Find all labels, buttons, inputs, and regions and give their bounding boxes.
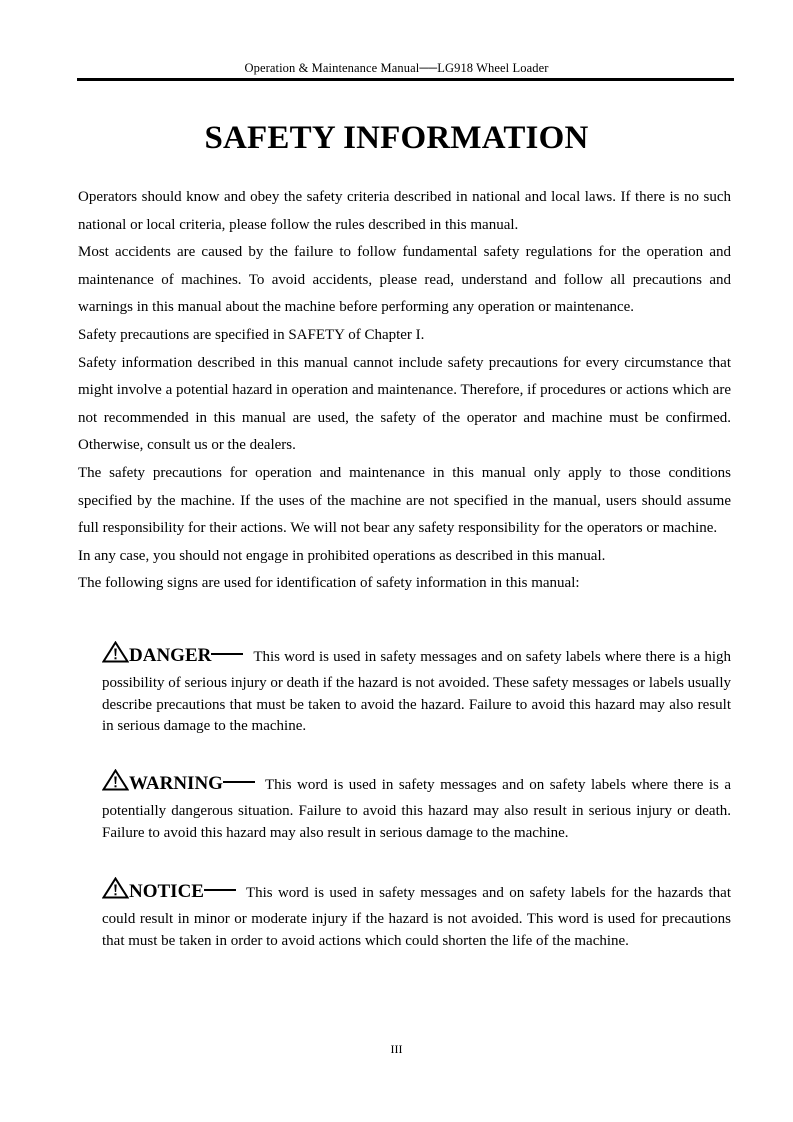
- notice-sign-block: [102, 876, 731, 952]
- header-rule: [77, 78, 734, 81]
- warning-triangle-icon: [102, 641, 129, 663]
- em-dash: [211, 653, 243, 655]
- danger-word: DANGER: [129, 645, 212, 666]
- page-number: III: [390, 1042, 403, 1056]
- paragraph: Safety information described in this manual cannot include safety precautions for every circumstance that might involve a potential hazard in operation and maintenance. Therefore, if procedures or actions which are not recommended in this manual are used, the safety of the operator and machine must be confirmed. Otherwise, consult us or the dealers.: [78, 354, 731, 454]
- paragraph: Most accidents are caused by the failure to follow fundamental safety regulations for the operation and maintenance of machines. To avoid accidents, please read, understand and follow all precautions and warnings in this manual about the machine before performing any operation or maintenance.: [78, 244, 731, 316]
- warning-sign-heading: [102, 768, 265, 801]
- paragraph: Safety precautions are specified in SAFETY of Chapter I.: [78, 326, 425, 343]
- danger-sign-heading: [102, 640, 253, 673]
- paragraph: In any case, you should not engage in prohibited operations as described in this manual.: [78, 547, 606, 564]
- warning-triangle-icon: [102, 877, 129, 899]
- page-header: Operation & Maintenance Manual──LG918 Wheel Loader: [244, 61, 549, 75]
- paragraph: The safety precautions for operation and maintenance in this manual only apply to those conditions specified by the machine. If the uses of the machine are not specified in the manual, users should assume full responsibility for their actions. We will not bear any safety responsibility for the operators or machine.: [78, 464, 731, 537]
- em-dash: [204, 889, 236, 891]
- danger-description: This word is used in safety messages and on safety labels where there is a high possibility of serious injury or death if the hazard is not avoided. These safety messages or labels usually describe precautions that must be taken to avoid the hazard. Failure to avoid this hazard may also result in serious damage to the machine.: [102, 649, 731, 735]
- notice-description: This word is used in safety messages and on safety labels for the hazards that could result in minor or moderate injury if the hazard is not avoided. This word is used for precautions that must be taken in order to avoid actions which could shorten the life of the machine.: [102, 885, 731, 949]
- notice-word: NOTICE: [129, 881, 204, 902]
- body-text: [78, 184, 731, 598]
- warning-sign-block: [102, 768, 731, 844]
- page-title: SAFETY INFORMATION: [204, 120, 589, 156]
- danger-sign-block: [102, 640, 731, 738]
- warning-description: This word is used in safety messages and on safety labels where there is a potentially dangerous situation. Failure to avoid this hazard may also result in serious injury or death. Failure to avoid this hazard may also result in serious damage to the machine.: [102, 777, 731, 841]
- warning-word: WARNING: [129, 773, 223, 794]
- notice-sign-heading: [102, 876, 246, 909]
- warning-triangle-icon: [102, 769, 129, 791]
- paragraph: Operators should know and obey the safety criteria described in national and local laws. If there is no such national or local criteria, please follow the rules described in this manual.: [78, 189, 731, 233]
- em-dash: [223, 781, 255, 783]
- paragraph: The following signs are used for identification of safety information in this manual:: [78, 575, 580, 592]
